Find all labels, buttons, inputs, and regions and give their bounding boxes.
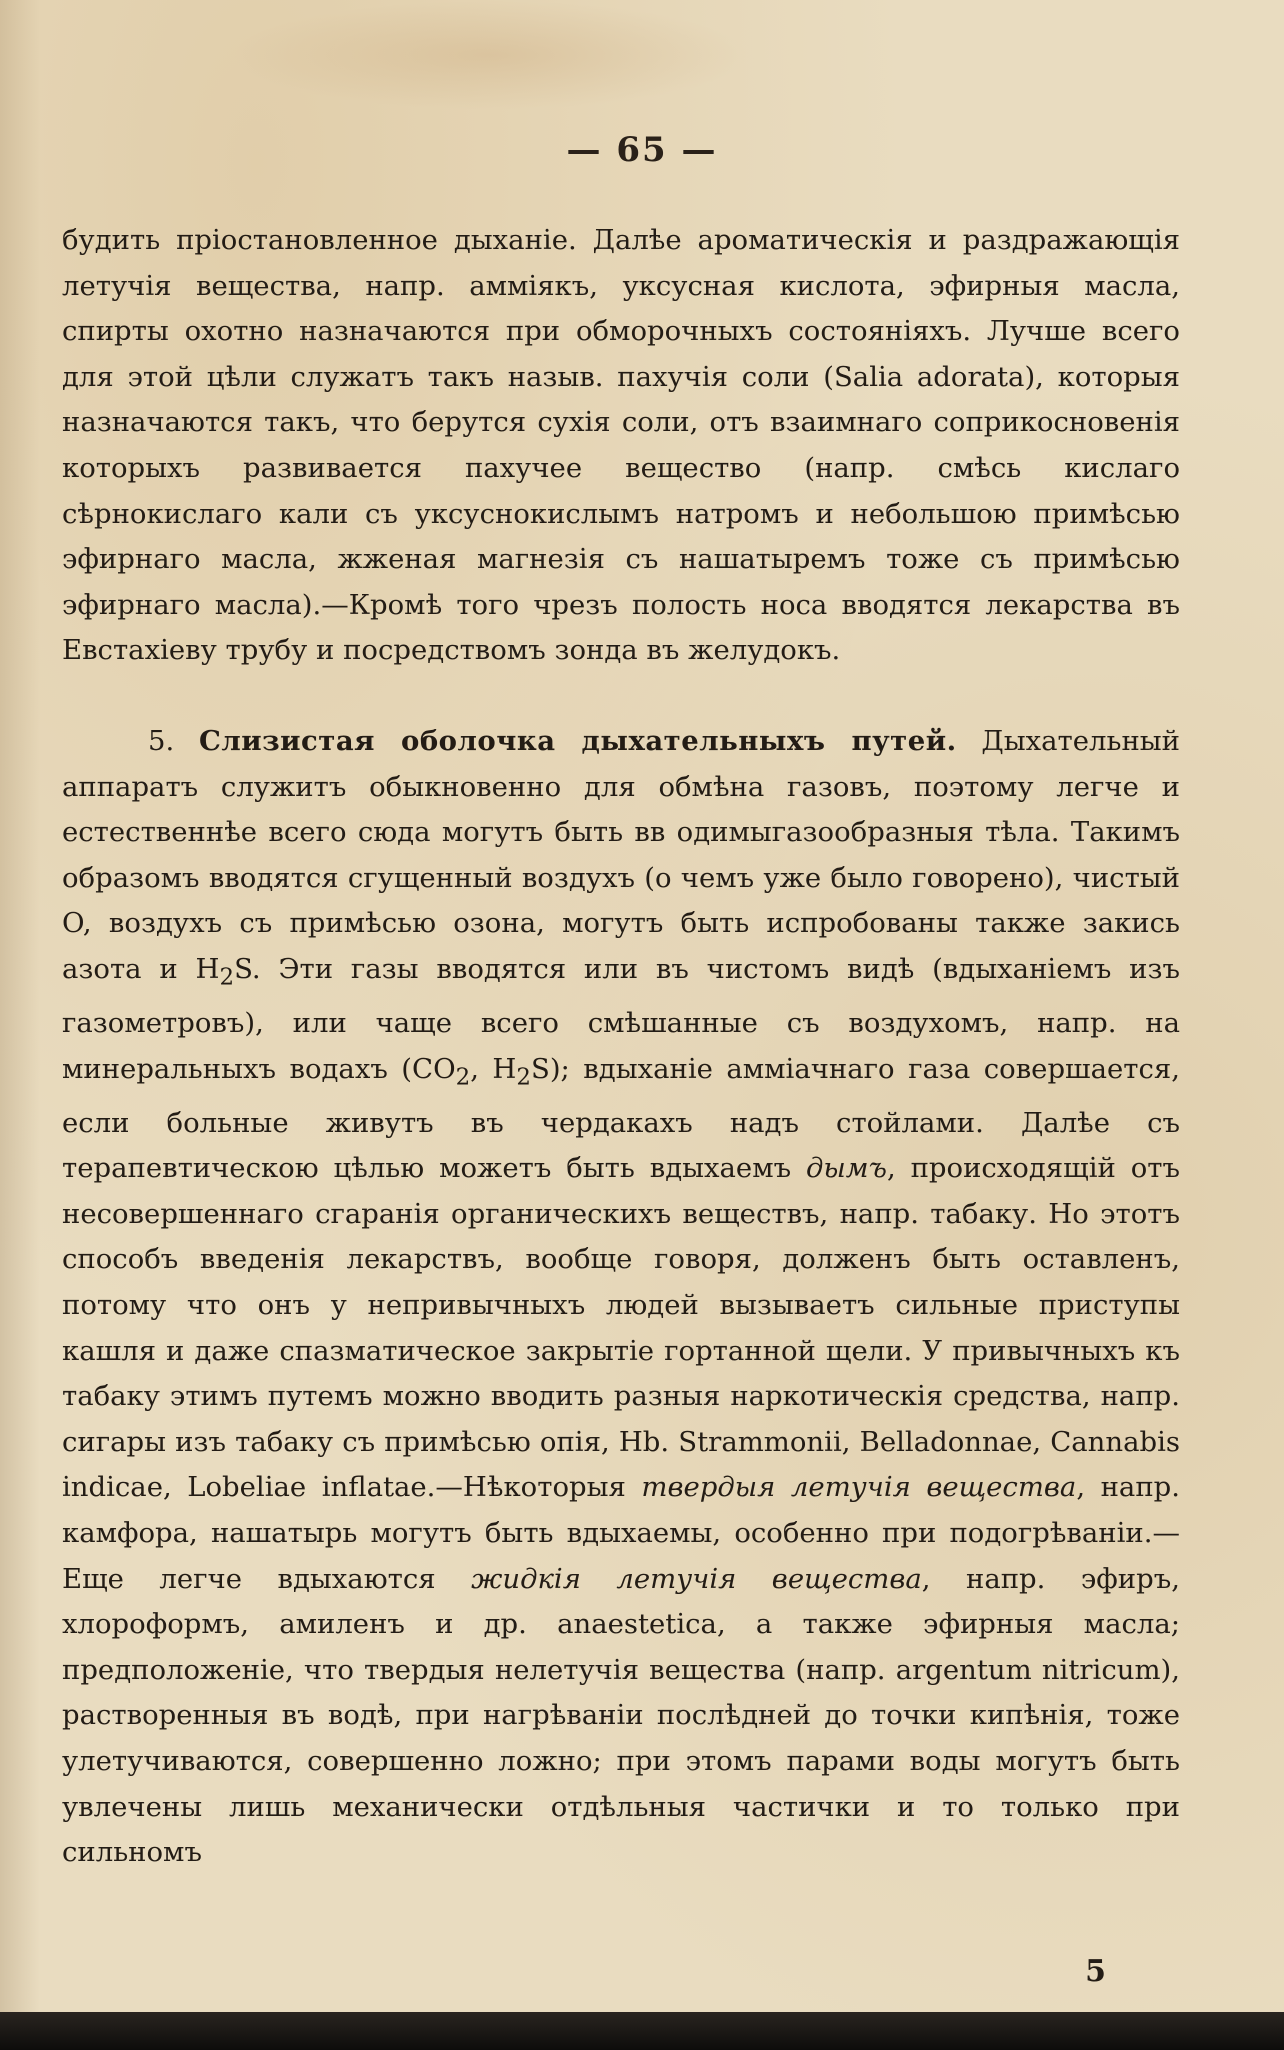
section-number: 5.: [148, 724, 175, 757]
paragraph-2-part-2: S. Эти газы вводятся или въ чистомъ видѣ (вдыханіемъ изъ газометровъ), или чаще всего смѣшанные съ воздухомъ, напр. на минеральныхъ водахъ (CO: [62, 952, 1180, 1085]
paragraph-1: будить пріостановленное дыханіе. Далѣе ароматическія и раздражающія летучія вещества, напр. амміякъ, уксусная кислота, эфирныя масла, спирты охотно назначаются при обморочныхъ состояніяхъ. Лучше всего для этой цѣли служатъ такъ назыв. пахучія соли (Salia adorata), которыя назначаются такъ, что берутся сухія соли, отъ взаимнаго соприкосновенія которыхъ развивается пахучее вещество (напр. смѣсь кислаго сѣрнокислаго кали съ уксуснокислымъ натромъ и небольшою примѣсью эфирнаго масла, жженая магнезія съ нашатыремъ тоже съ примѣсью эфирнаго масла).—Кромѣ того чрезъ полость носа вводятся лекарства въ Евстахіеву трубу и посредствомъ зонда въ желудокъ.: [62, 224, 1180, 667]
paragraph-2: [62, 719, 1180, 1876]
paragraph-2-part-1: Дыхательный аппаратъ служитъ обыкновенно для обмѣна газовъ, поэтому легче и естественнѣе всего сюда могутъ быть вв одимыгазообразныя тѣла. Такимъ образомъ вводятся сгущенный воздухъ (о чемъ уже было говорено), чистый O, воздухъ съ примѣсью озона, могутъ быть испробованы также закись азота и H: [62, 724, 1181, 985]
paragraph-2-part-3: , H: [470, 1052, 517, 1085]
page-number: — 65 —: [566, 130, 718, 170]
signature-mark: 5: [1085, 1954, 1106, 1989]
subscript-2: 2: [455, 1064, 471, 1091]
italic-term-solid-volatile: твердыя летучія вещества: [641, 1471, 1077, 1504]
section-heading: Слизистая оболочка дыхательныхъ путей.: [198, 724, 957, 757]
paragraph-2-part-5: , происходящій отъ несовершеннаго сгаранія органическихъ веществъ, напр. табаку. Но этотъ способъ введенія лекарствъ, вообще говоря, долженъ быть оставленъ, потому что онъ у непривычныхъ людей вызываетъ сильные приступы кашля и даже спазматическое закрытіе гортанной щели. У привычныхъ къ табаку этимъ путемъ можно вводить разныя наркотическія средства, напр. сигары изъ табаку съ примѣсью опія, Hb. Strammonii, Belladonnae, Cannabis indicae, Lobeliae inflatae.—Нѣкоторыя: [62, 1152, 1180, 1504]
italic-term-smoke: дымъ: [805, 1152, 887, 1185]
page-bottom-edge: [0, 2012, 1284, 2050]
paper-stain: [230, 0, 750, 110]
italic-term-liquid-volatile: жидкія летучія вещества: [471, 1562, 922, 1595]
subscript-2: 2: [516, 1064, 531, 1091]
body-text: [62, 218, 1180, 1876]
subscript-2: 2: [219, 964, 235, 991]
paragraph-2-part-4: S); вдыханіе аммiачнаго газа совершается, если больные живутъ въ чердакахъ надъ стойлами. Далѣе съ терапевтическою цѣлью можетъ быть вдыхаемъ: [62, 1052, 1181, 1185]
paragraph-2-part-7: , напр. эфиръ, хлороформъ, амиленъ и др. anaestetica, а также эфирныя масла; предположеніе, что твердыя нелетучія вещества (напр. argentum nitricum), растворенныя въ водѣ, при нагрѣваніи послѣдней до точки кипѣнія, тоже улетучиваются, совершенно ложно; при этомъ парами воды могутъ быть увлечены лишь механически отдѣльныя частички и то только при сильномъ: [62, 1562, 1180, 1869]
paragraph-2-part-6: , напр. камфора, нашатырь могутъ быть вдыхаемы, особенно при подогрѣваніи.—Еще легче вдыхаются: [62, 1471, 1180, 1595]
